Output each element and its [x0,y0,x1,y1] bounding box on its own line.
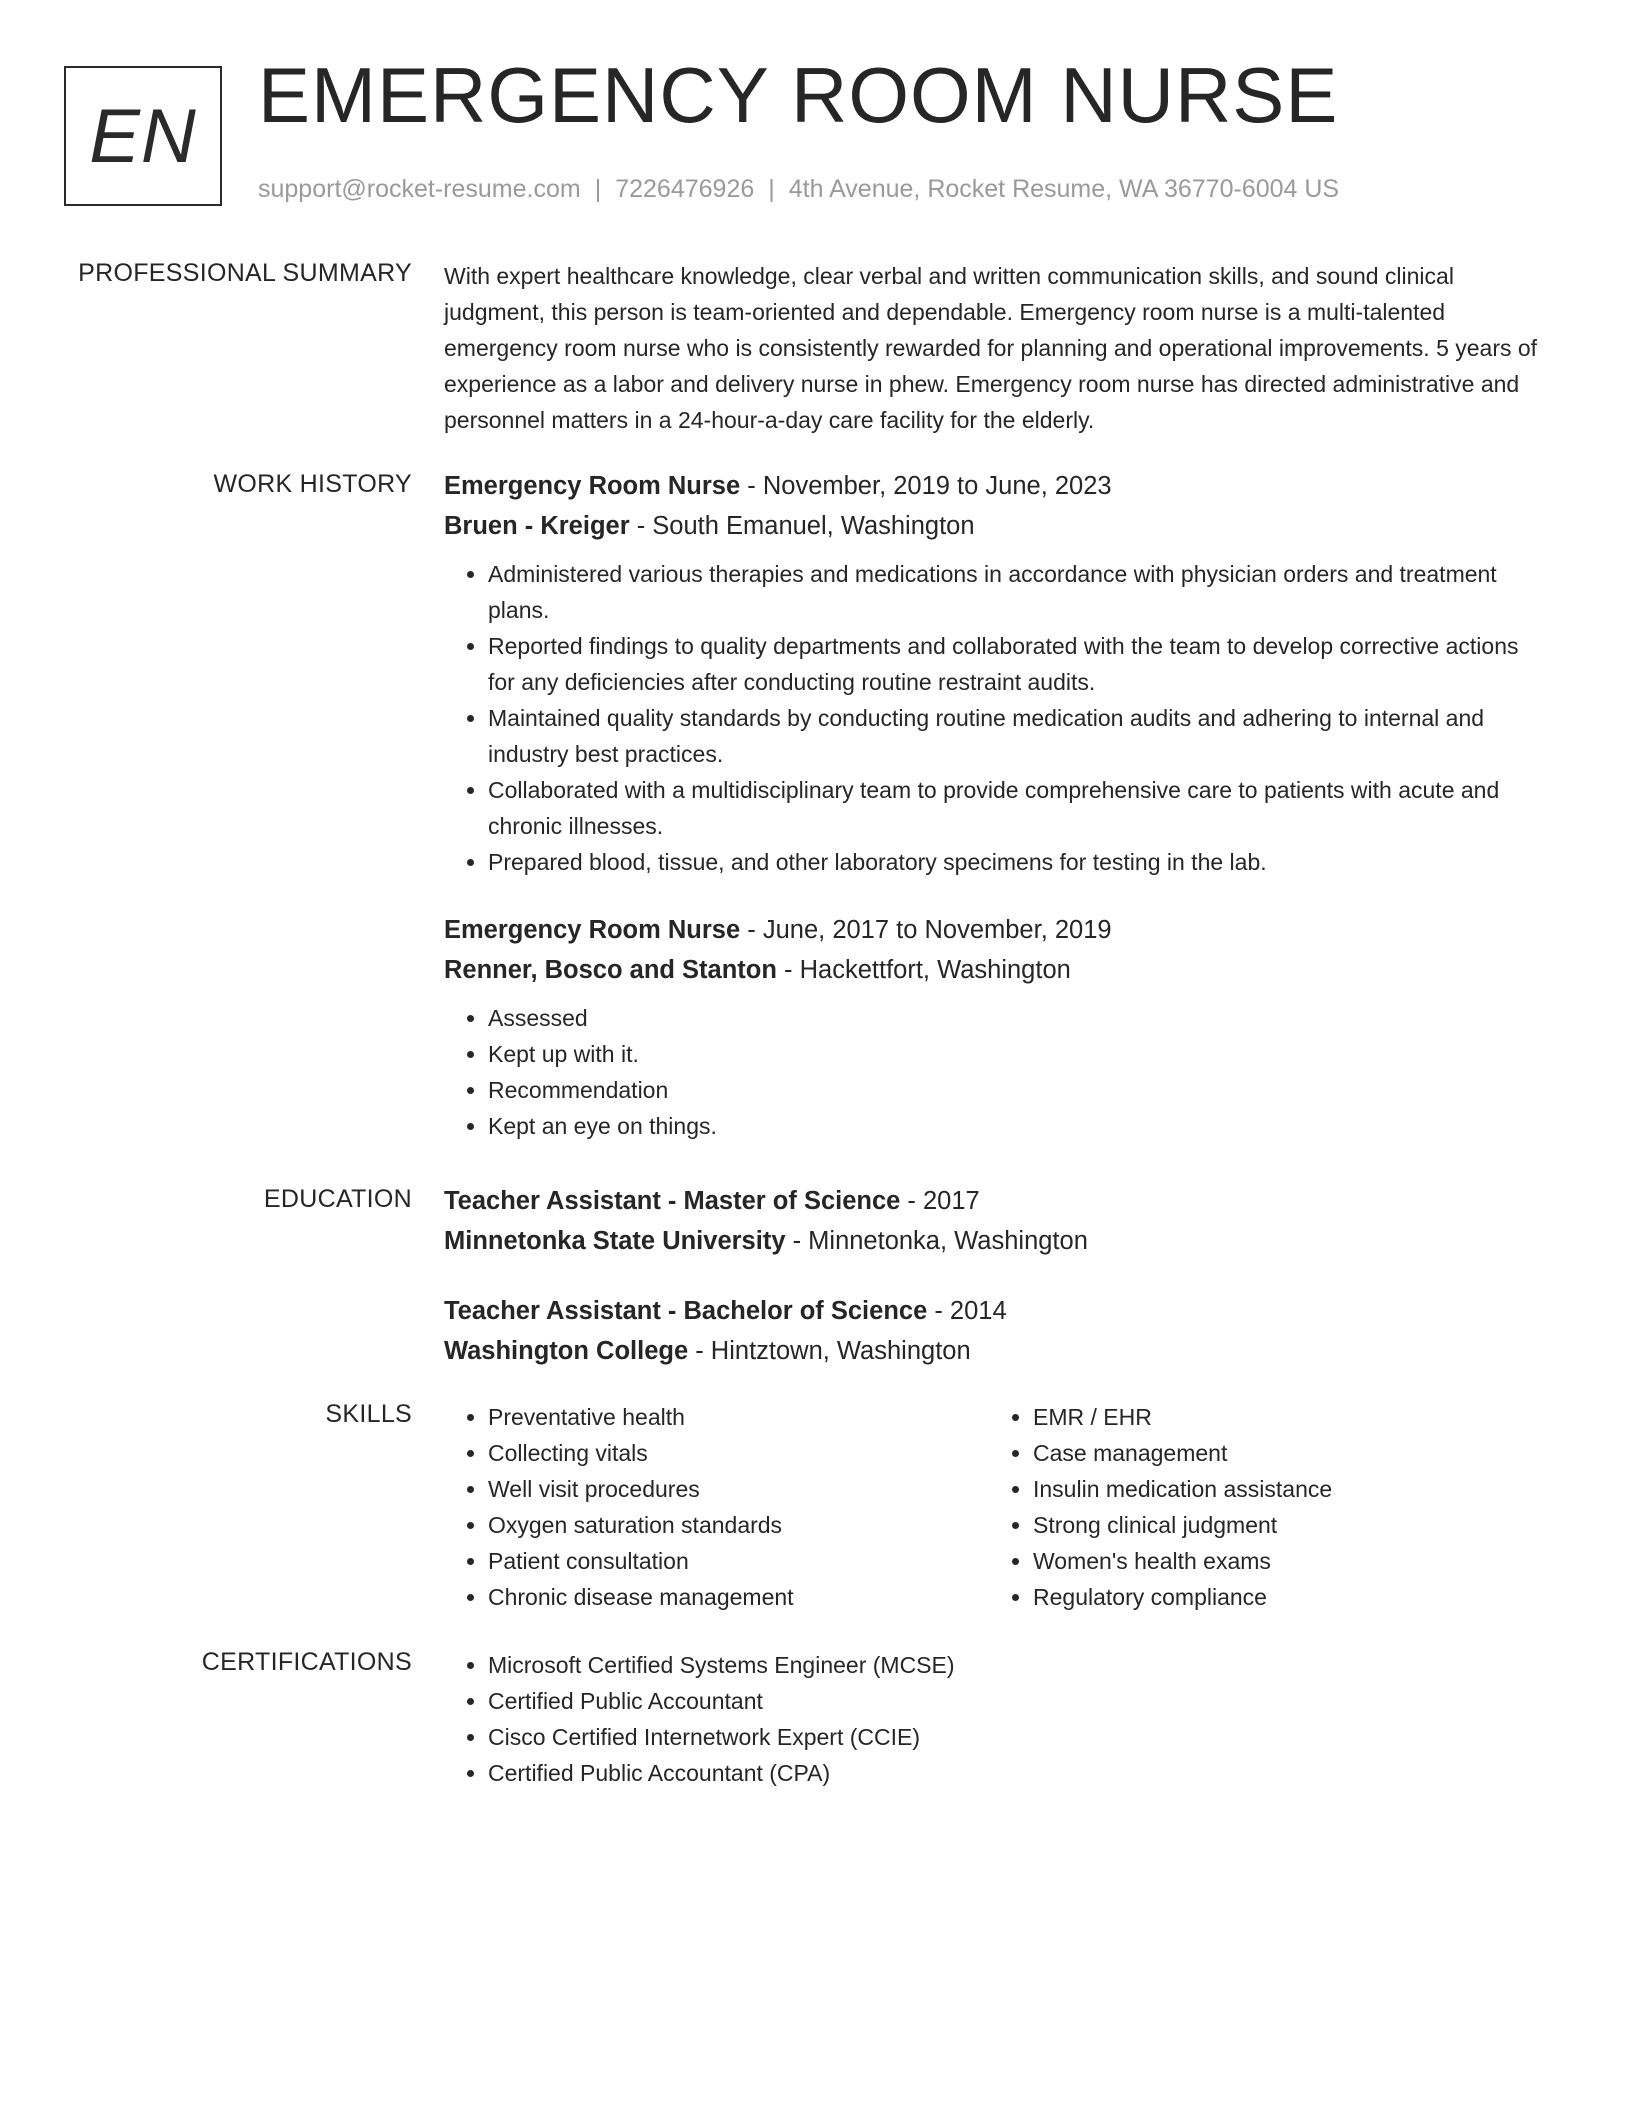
job-title-line [444,466,1544,506]
job-duties-list [444,1000,1544,1144]
job-company-line [444,950,1544,990]
list-item: • Maintained quality standards by conducting routine medication audits and adhering to internal and industry best practices. [488,700,1544,772]
school-location: - Minnetonka, Washington [785,1227,1088,1255]
skill-item: • Chronic disease management [488,1579,989,1615]
job-entry [444,910,1544,1144]
school-name: Washington College [444,1337,689,1365]
skill-item: • Preventative health [488,1399,989,1435]
job-title-line [444,910,1544,950]
skills-column [989,1399,1509,1615]
skill-item: • Collecting vitals [488,1435,989,1471]
list-item: • Kept an eye on things. [488,1108,1544,1144]
list-item: • Collaborated with a multidisciplinary team to provide comprehensive care to patients with acute and chronic illnesses. [488,772,1544,844]
certification-item: • Microsoft Certified Systems Engineer (MCSE) [488,1647,1544,1683]
candidate-name: EMERGENCY ROOM NURSE [258,51,1339,139]
certification-item: • Certified Public Accountant [488,1683,1544,1719]
job-company: Bruen - Kreiger [444,512,630,540]
section-heading-work-history: WORK HISTORY [213,470,412,498]
job-entry [444,466,1544,880]
job-dates: - June, 2017 to November, 2019 [740,916,1112,944]
skill-item: • Insulin medication assistance [1033,1471,1509,1507]
skill-item: • Patient consultation [488,1543,989,1579]
skills-list [989,1399,1509,1615]
education-entry [444,1181,1544,1261]
skill-item: • Regulatory compliance [1033,1579,1509,1615]
job-duties-list [444,556,1544,880]
degree-year: - 2017 [900,1187,980,1215]
education-body [444,1181,1544,1371]
contact-separator: | [768,175,775,203]
skill-item: • Women's health exams [1033,1543,1509,1579]
skill-item: • Well visit procedures [488,1471,989,1507]
contact-line [258,175,1339,204]
skills-column [444,1399,989,1615]
section-heading-certifications: CERTIFICATIONS [201,1648,412,1676]
summary-body [444,258,1544,438]
monogram-text: EN [89,93,197,179]
list-item: • Administered various therapies and medications in accordance with physician orders and treatment plans. [488,556,1544,628]
job-dates: - November, 2019 to June, 2023 [740,472,1112,500]
section-heading-skills: SKILLS [325,1400,412,1428]
list-item: • Recommendation [488,1072,1544,1108]
summary-text: With expert healthcare knowledge, clear verbal and written communication skills, and sound clinical judgment, this person is team-oriented and dependable. Emergency room nurse is a multi-talented emergency room nurse who is consistently rewarded for planning and operational improvements. 5 years of experience as a labor and delivery nurse in phew. Emergency room nurse has directed administrative and personnel matters in a 24-hour-a-day care facility for the elderly. [444,263,1538,433]
work-history-body [444,466,1544,1144]
skills-list [444,1399,989,1615]
job-company-line [444,506,1544,546]
monogram-logo [64,66,222,206]
list-item: • Prepared blood, tissue, and other laboratory specimens for testing in the lab. [488,844,1544,880]
certification-item: • Cisco Certified Internetwork Expert (CCIE) [488,1719,1544,1755]
section-heading-education: EDUCATION [263,1185,412,1213]
school-line [444,1221,1544,1261]
skill-item: • Strong clinical judgment [1033,1507,1509,1543]
section-heading-summary: PROFESSIONAL SUMMARY [78,259,412,287]
contact-separator: | [594,175,602,203]
skills-columns [444,1399,1544,1615]
contact-phone: 7226476926 [615,175,755,203]
list-item: • Assessed [488,1000,1544,1036]
job-title: Emergency Room Nurse [444,916,741,944]
contact-address: 4th Avenue, Rocket Resume, WA 36770-6004 US [788,175,1340,203]
skill-item: • Oxygen saturation standards [488,1507,989,1543]
degree-name: Teacher Assistant - Master of Science [444,1187,901,1215]
certifications-body [444,1647,1544,1791]
job-location: - Hackettfort, Washington [776,956,1071,984]
certifications-list [444,1647,1544,1791]
education-entry [444,1291,1544,1371]
degree-line [444,1291,1544,1331]
skills-body [444,1399,1544,1615]
school-line [444,1331,1544,1371]
school-name: Minnetonka State University [444,1227,786,1255]
list-item: • Kept up with it. [488,1036,1544,1072]
certification-item: • Certified Public Accountant (CPA) [488,1755,1544,1791]
skill-item: • Case management [1033,1435,1509,1471]
job-title: Emergency Room Nurse [444,472,741,500]
skill-item: • EMR / EHR [1033,1399,1509,1435]
degree-name: Teacher Assistant - Bachelor of Science [444,1297,928,1325]
degree-year: - 2014 [927,1297,1007,1325]
degree-line [444,1181,1544,1221]
school-location: - Hintztown, Washington [688,1337,971,1365]
list-item: • Reported findings to quality departments and collaborated with the team to develop corrective actions for any deficiencies after conducting routine restraint audits. [488,628,1544,700]
job-company: Renner, Bosco and Stanton [444,956,777,984]
job-location: - South Emanuel, Washington [629,512,975,540]
contact-email: support@rocket-resume.com [258,175,581,203]
